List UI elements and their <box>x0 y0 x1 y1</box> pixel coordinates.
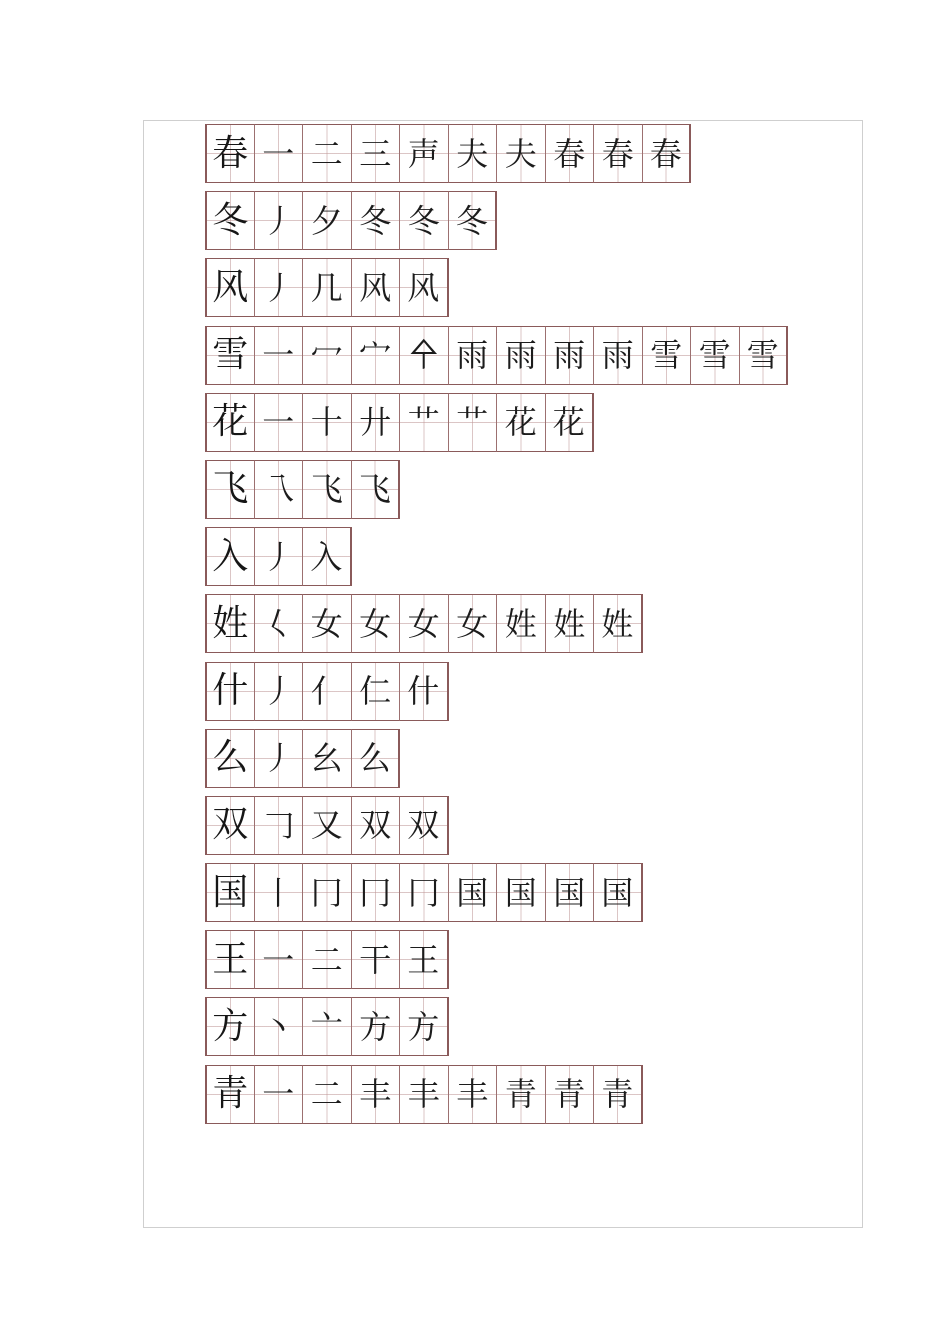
character-cell <box>205 662 255 721</box>
stroke-step-glyph: 丰 <box>407 1075 440 1114</box>
stroke-step-cell <box>302 930 352 989</box>
stroke-step-cell <box>351 930 401 989</box>
stroke-step-cell <box>351 258 401 317</box>
character-glyph: 什 <box>212 670 249 711</box>
character-glyph: 青 <box>212 1073 249 1115</box>
stroke-step-cell <box>302 258 352 317</box>
stroke-step-glyph: 女 <box>407 604 440 643</box>
stroke-step-cell <box>302 863 352 922</box>
stroke-row <box>205 796 787 857</box>
stroke-step-cell <box>302 997 352 1056</box>
stroke-step-cell <box>351 662 401 721</box>
stroke-step-glyph: 二 <box>310 134 343 173</box>
stroke-step-glyph: 𠃌 <box>262 806 295 845</box>
stroke-row <box>205 863 787 924</box>
stroke-step-cell <box>399 191 449 250</box>
stroke-step-glyph: 风 <box>407 268 440 307</box>
stroke-row <box>205 594 787 655</box>
stroke-step-glyph: 幺 <box>310 739 343 778</box>
stroke-step-cell <box>351 326 401 385</box>
stroke-step-glyph: 㐃 <box>407 336 440 375</box>
stroke-step-glyph: 冬 <box>407 201 440 240</box>
stroke-step-glyph: 乁 <box>262 470 295 509</box>
stroke-step-cell <box>448 393 498 452</box>
stroke-step-glyph: 丿 <box>262 672 295 710</box>
stroke-step-glyph: 飞 <box>310 470 343 509</box>
stroke-step-glyph: 一 <box>262 134 295 173</box>
character-cell <box>205 124 255 183</box>
stroke-step-cell <box>254 258 304 317</box>
stroke-step-glyph: 国 <box>504 873 537 912</box>
stroke-step-cell <box>351 124 401 183</box>
character-glyph: 飞 <box>212 468 249 510</box>
stroke-step-glyph: 廾 <box>359 403 392 442</box>
stroke-step-cell <box>448 594 498 653</box>
stroke-step-glyph: 艹 <box>456 403 489 442</box>
character-cell <box>205 326 255 385</box>
character-cell <box>205 527 255 586</box>
character-glyph: 风 <box>212 266 249 308</box>
character-glyph: 么 <box>212 737 249 779</box>
stroke-step-cell <box>593 594 643 653</box>
stroke-step-glyph: 入 <box>310 537 343 576</box>
character-glyph: 国 <box>212 871 249 913</box>
stroke-step-cell <box>254 527 304 586</box>
stroke-step-glyph: 冂 <box>359 873 392 912</box>
stroke-step-glyph: 女 <box>456 604 489 643</box>
stroke-step-glyph: 三 <box>359 134 392 173</box>
stroke-row <box>205 662 787 723</box>
character-cell <box>205 729 255 788</box>
stroke-step-cell <box>351 796 401 855</box>
stroke-step-cell <box>254 326 304 385</box>
stroke-step-glyph: 干 <box>359 940 392 979</box>
stroke-step-glyph: 丿 <box>262 201 295 240</box>
stroke-step-cell <box>496 1065 546 1124</box>
stroke-step-glyph: 飞 <box>358 470 391 509</box>
stroke-step-glyph: 二 <box>310 940 343 979</box>
stroke-step-cell <box>254 460 304 519</box>
stroke-step-cell <box>254 124 304 183</box>
character-cell <box>205 930 255 989</box>
stroke-step-cell <box>545 1065 595 1124</box>
stroke-step-cell <box>545 594 595 653</box>
stroke-step-cell <box>496 393 546 452</box>
stroke-step-cell <box>399 258 449 317</box>
stroke-step-cell <box>302 527 352 586</box>
stroke-step-glyph: 夫 <box>504 134 537 173</box>
stroke-step-glyph: 青 <box>601 1075 634 1114</box>
stroke-step-cell <box>254 997 304 1056</box>
stroke-row <box>205 326 787 387</box>
stroke-step-glyph: 冂 <box>310 873 343 912</box>
character-cell <box>205 863 255 922</box>
stroke-step-cell <box>351 863 401 922</box>
stroke-step-cell <box>448 1065 498 1124</box>
stroke-step-glyph: 花 <box>504 403 537 442</box>
stroke-step-glyph: 姓 <box>504 604 537 643</box>
stroke-step-glyph: 十 <box>310 403 343 442</box>
stroke-step-cell <box>351 594 401 653</box>
stroke-step-glyph: 一 <box>262 1075 295 1114</box>
stroke-step-cell <box>302 729 352 788</box>
stroke-step-glyph: 丿 <box>262 739 295 778</box>
stroke-step-glyph: 丿 <box>262 268 295 307</box>
stroke-step-cell <box>254 930 304 989</box>
stroke-step-cell <box>593 863 643 922</box>
stroke-step-cell <box>302 796 352 855</box>
stroke-row <box>205 258 787 319</box>
stroke-row <box>205 527 787 588</box>
stroke-row <box>205 930 787 991</box>
stroke-step-cell <box>399 662 449 721</box>
stroke-step-cell <box>399 930 449 989</box>
stroke-step-cell <box>302 393 352 452</box>
stroke-step-cell <box>254 796 304 855</box>
stroke-step-glyph: 国 <box>456 873 489 912</box>
stroke-step-cell <box>399 997 449 1056</box>
stroke-step-glyph: 𡿨 <box>262 604 295 643</box>
stroke-step-cell <box>302 124 352 183</box>
stroke-step-glyph: 雪 <box>650 336 683 375</box>
stroke-step-glyph: 几 <box>310 268 343 307</box>
stroke-step-cell <box>448 326 498 385</box>
stroke-step-glyph: 王 <box>407 940 440 979</box>
stroke-step-glyph: 夫 <box>456 134 489 173</box>
stroke-step-glyph: 冬 <box>455 201 488 240</box>
stroke-row <box>205 124 787 185</box>
stroke-step-glyph: 亠 <box>310 1007 343 1046</box>
stroke-step-cell <box>351 729 401 788</box>
stroke-step-cell <box>593 124 643 183</box>
stroke-step-glyph: 青 <box>504 1075 537 1114</box>
stroke-step-cell <box>545 124 595 183</box>
stroke-step-glyph: 女 <box>359 604 392 643</box>
stroke-step-glyph: 么 <box>358 739 391 778</box>
stroke-step-glyph: 方 <box>359 1007 392 1046</box>
stroke-step-glyph: 双 <box>407 806 440 845</box>
stroke-step-cell <box>496 124 546 183</box>
stroke-step-cell <box>254 594 304 653</box>
stroke-step-cell <box>254 1065 304 1124</box>
stroke-step-cell <box>448 863 498 922</box>
stroke-step-glyph: 雨 <box>601 336 634 375</box>
stroke-step-glyph: 二 <box>310 1075 343 1114</box>
character-glyph: 王 <box>212 938 249 980</box>
stroke-step-cell <box>496 863 546 922</box>
stroke-row <box>205 997 787 1058</box>
stroke-order-table <box>205 124 787 1132</box>
stroke-step-cell <box>399 124 449 183</box>
stroke-step-glyph: 一 <box>262 336 295 375</box>
stroke-step-glyph: 风 <box>359 268 392 307</box>
stroke-step-cell <box>496 594 546 653</box>
character-glyph: 雪 <box>212 334 249 376</box>
stroke-step-cell <box>351 997 401 1056</box>
stroke-step-glyph: 姓 <box>601 604 634 643</box>
stroke-step-cell <box>254 863 304 922</box>
stroke-step-glyph: 又 <box>310 806 343 845</box>
stroke-row <box>205 393 787 454</box>
stroke-step-cell <box>399 796 449 855</box>
stroke-step-glyph: 夕 <box>310 201 343 240</box>
character-cell <box>205 1065 255 1124</box>
stroke-step-glyph: 丿 <box>262 537 295 576</box>
stroke-step-glyph: 春 <box>601 134 634 173</box>
stroke-step-glyph: 什 <box>407 672 440 710</box>
character-cell <box>205 594 255 653</box>
stroke-step-cell <box>302 1065 352 1124</box>
stroke-step-glyph: 丰 <box>359 1075 392 1114</box>
stroke-step-cell <box>254 191 304 250</box>
stroke-step-glyph: 双 <box>359 806 392 845</box>
stroke-step-cell <box>399 326 449 385</box>
character-glyph: 冬 <box>212 199 249 241</box>
stroke-step-glyph: 冬 <box>359 201 392 240</box>
stroke-step-cell <box>254 393 304 452</box>
stroke-step-glyph: 声 <box>407 134 440 173</box>
stroke-step-glyph: 丶 <box>262 1007 295 1046</box>
character-cell <box>205 393 255 452</box>
character-cell <box>205 258 255 317</box>
stroke-step-cell <box>302 460 352 519</box>
stroke-step-glyph: 亻 <box>310 672 343 710</box>
stroke-step-glyph: 一 <box>262 403 295 442</box>
stroke-step-glyph: 方 <box>407 1007 440 1046</box>
stroke-step-cell <box>399 393 449 452</box>
character-glyph: 春 <box>212 132 249 174</box>
stroke-step-glyph: 雨 <box>456 336 489 375</box>
stroke-step-glyph: 姓 <box>553 604 586 643</box>
stroke-step-cell <box>399 863 449 922</box>
stroke-step-cell <box>351 393 401 452</box>
stroke-step-glyph: 艹 <box>407 403 440 442</box>
stroke-step-cell <box>302 662 352 721</box>
stroke-row <box>205 460 787 521</box>
stroke-step-cell <box>351 460 401 519</box>
stroke-row <box>205 1065 787 1126</box>
stroke-step-glyph: 雪 <box>746 336 779 375</box>
stroke-step-glyph: 冂 <box>407 873 440 912</box>
stroke-step-glyph: 女 <box>310 604 343 643</box>
stroke-step-glyph: 花 <box>552 403 585 442</box>
stroke-step-glyph: 冖 <box>310 336 343 375</box>
stroke-step-glyph: 春 <box>553 134 586 173</box>
stroke-step-cell <box>545 863 595 922</box>
stroke-step-glyph: 雪 <box>698 336 731 375</box>
stroke-step-glyph: 国 <box>553 873 586 912</box>
stroke-step-cell <box>642 326 692 385</box>
stroke-step-cell <box>302 594 352 653</box>
stroke-row <box>205 191 787 252</box>
stroke-step-cell <box>593 1065 643 1124</box>
stroke-step-cell <box>496 326 546 385</box>
character-glyph: 双 <box>212 804 249 846</box>
stroke-step-glyph: 宀 <box>359 336 392 375</box>
stroke-step-cell <box>642 124 692 183</box>
stroke-step-glyph: 丨 <box>262 873 295 912</box>
stroke-step-cell <box>399 1065 449 1124</box>
character-glyph: 方 <box>212 1005 249 1047</box>
character-cell <box>205 997 255 1056</box>
character-cell <box>205 796 255 855</box>
stroke-step-cell <box>593 326 643 385</box>
stroke-row <box>205 729 787 790</box>
stroke-step-cell <box>254 729 304 788</box>
character-cell <box>205 191 255 250</box>
stroke-step-cell <box>254 662 304 721</box>
stroke-step-cell <box>351 1065 401 1124</box>
stroke-step-cell <box>545 393 595 452</box>
stroke-step-glyph: 一 <box>262 940 295 979</box>
stroke-step-cell <box>739 326 789 385</box>
character-glyph: 入 <box>212 535 249 577</box>
stroke-step-glyph: 国 <box>601 873 634 912</box>
stroke-step-cell <box>448 191 498 250</box>
stroke-step-cell <box>351 191 401 250</box>
stroke-step-cell <box>302 326 352 385</box>
stroke-step-cell <box>399 594 449 653</box>
stroke-step-glyph: 春 <box>649 134 682 173</box>
character-glyph: 姓 <box>212 602 249 644</box>
stroke-step-cell <box>302 191 352 250</box>
stroke-step-cell <box>545 326 595 385</box>
stroke-step-glyph: 雨 <box>553 336 586 375</box>
stroke-step-glyph: 仁 <box>359 672 392 710</box>
character-cell <box>205 460 255 519</box>
stroke-step-glyph: 青 <box>553 1075 586 1114</box>
character-glyph: 花 <box>212 401 249 443</box>
stroke-step-cell <box>448 124 498 183</box>
stroke-step-cell <box>690 326 740 385</box>
stroke-step-glyph: 丰 <box>456 1075 489 1114</box>
stroke-step-glyph: 雨 <box>504 336 537 375</box>
